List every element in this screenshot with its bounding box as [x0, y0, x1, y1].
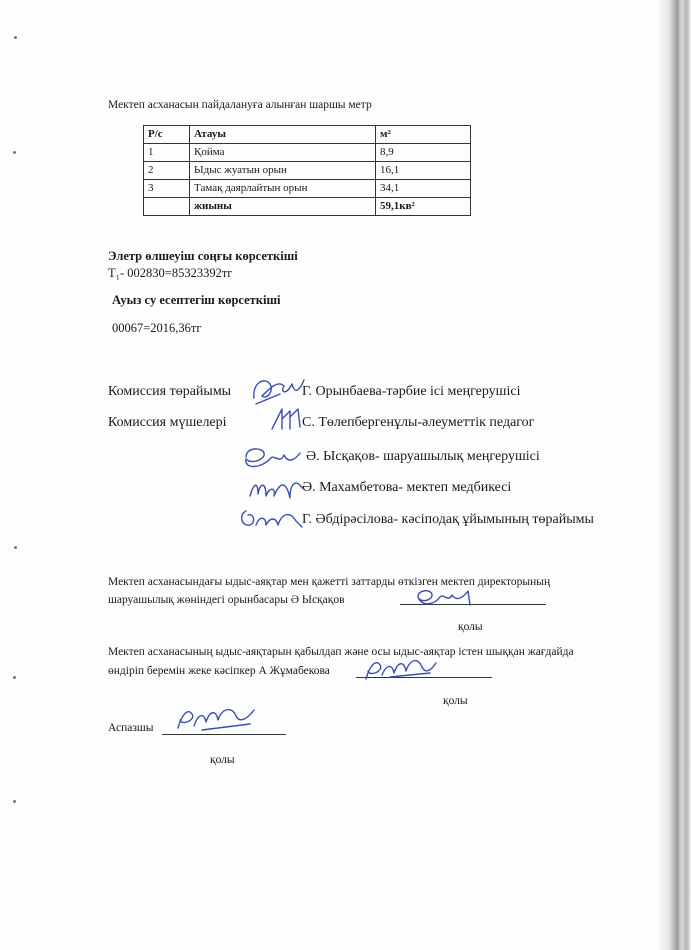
table-row: [144, 180, 471, 198]
scan-speck: [13, 800, 16, 803]
acceptance-text-line1: Мектеп асханасының ыдыс-аяқтарын қабылдап және осы ыдыс-аяқтар істен шыққан жағдайда: [108, 646, 574, 658]
document-heading: Мектеп асханасын пайдалануға алынған шаршы метр: [108, 99, 372, 111]
cook-signature: [170, 702, 260, 736]
water-meter-title: Ауыз су есептегіш көрсеткіші: [112, 293, 281, 307]
column-header: Р/с: [144, 126, 190, 144]
table-cell: 34,1: [376, 180, 471, 198]
table-cell: Тамақ даярлайтын орын: [190, 180, 376, 198]
commission-member: С. Төлепбергенұлы-әлеуметтік педагог: [302, 415, 535, 430]
signature-caption: қолы: [210, 754, 235, 766]
scan-speck: [14, 546, 17, 549]
room-area-table: [143, 125, 471, 216]
member-signature: [236, 503, 306, 537]
signature-caption: қолы: [443, 695, 468, 707]
scan-speck: [13, 676, 16, 679]
table-header-row: [144, 126, 471, 144]
commission-member: Ә. Ысқақов- шаруашылық меңгерушісі: [306, 449, 540, 464]
table-cell: [144, 198, 190, 216]
table-cell: 8,9: [376, 144, 471, 162]
deputy-signature: [412, 585, 472, 609]
signature-caption: қолы: [458, 621, 483, 633]
total-value: 59,1кв²: [376, 198, 471, 216]
table-total-row: [144, 198, 471, 216]
commission-member: Г. Әбдірәсілова- кәсіподақ ұйымының төрайымы: [302, 512, 594, 527]
commission-chair-label: Комиссия төрайымы: [108, 384, 232, 399]
meter-value: T₁- 002830=85323392тг: [108, 266, 233, 280]
table-cell: Қойма: [190, 144, 376, 162]
table-cell: Ыдыс жуатын орын: [190, 162, 376, 180]
table-cell: 1: [144, 144, 190, 162]
water-meter-value: 00067=2016,36тг: [112, 321, 202, 335]
table-row: [144, 162, 471, 180]
table-cell: 2: [144, 162, 190, 180]
scan-speck: [14, 36, 17, 39]
handover-text-line1: Мектеп асханасындағы ыдыс-аяқтар мен қажетті заттарды өткізген мектеп директорының: [108, 576, 551, 588]
chair-signature: [250, 370, 310, 410]
table-cell: 16,1: [376, 162, 471, 180]
entrepreneur-signature: [360, 655, 440, 685]
column-header: Атауы: [190, 126, 376, 144]
table-cell: 3: [144, 180, 190, 198]
member-signature: [246, 474, 306, 506]
acceptance-text-line2: өндіріп беремін жеке кәсіпкер А Жұмабекова: [108, 665, 330, 677]
handover-text-line2: шаруашылық жөніндегі орынбасары Ә Ысқақов: [108, 594, 345, 606]
cook-label: Аспазшы: [108, 722, 154, 734]
member-signature: [240, 443, 304, 471]
column-header: м²: [376, 126, 471, 144]
commission-member: Ә. Махамбетова- мектеп медбикесі: [302, 480, 512, 495]
member-signature: [268, 405, 308, 435]
scan-edge: [657, 0, 691, 950]
commission-members-label: Комиссия мүшелері: [108, 415, 227, 430]
table-row: [144, 144, 471, 162]
scan-speck: [13, 151, 16, 154]
commission-chair-name: Г. Орынбаева-тәрбие ісі меңгерушісі: [302, 384, 521, 399]
meter-title: Элетр өлшеуіш соңғы көрсеткіші: [108, 249, 298, 263]
total-label: жиыны: [190, 198, 376, 216]
